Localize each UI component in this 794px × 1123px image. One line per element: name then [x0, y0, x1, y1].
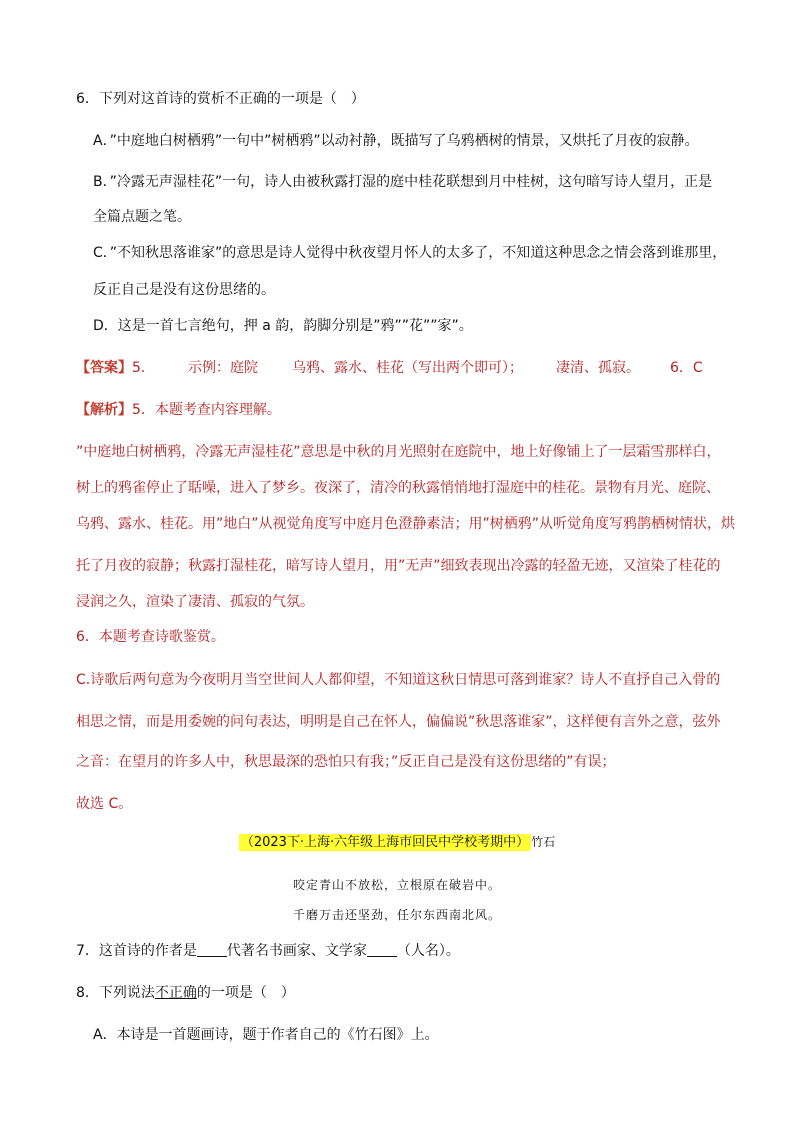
q8-option-a: A．本诗是一首题画诗，题于作者自己的《竹石图》上。: [93, 1027, 439, 1043]
q6-option-b-line2: 全篇点题之笔。: [93, 209, 191, 225]
analysis-p6-line3: 之音：在望月的许多人中，秋思最深的恐怕只有我；”反正自己是没有这份思绪的”有误；: [76, 754, 616, 770]
answer-part3: 凄清、孤寂。: [556, 360, 640, 376]
analysis-head5: 5．本题考查内容理解。: [132, 402, 281, 418]
analysis-label: 【解析】: [76, 402, 132, 418]
source-tag: （2023下·上海·六年级上海市回民中学校考期中）: [240, 835, 530, 850]
analysis-header: [76, 401, 281, 419]
answer-part1: 示例：庭院: [188, 360, 258, 376]
answer-part2: 乌鸦、露水、桂花（写出两个即可）；: [292, 360, 523, 376]
answer-label: 【答案】: [76, 360, 132, 376]
q6-stem: 6．下列对这首诗的赏析不正确的一项是（ ）: [76, 91, 365, 107]
source-line: [0, 832, 794, 853]
poem-line2: 千磨万击还坚劲，任尔东西南北风。: [292, 908, 501, 922]
q7-blank-dynasty[interactable]: [197, 942, 227, 957]
q7-part1: 7．这首诗的作者是: [76, 943, 197, 959]
q7-part2: 代著名书画家、文学家: [226, 943, 367, 959]
answer-num5: 5.: [132, 360, 146, 376]
analysis-head6: 6．本题考查诗歌鉴赏。: [76, 629, 225, 645]
q6-option-a: A．”中庭地白树栖鸦”一句中”树栖鸦”以动衬静，既描写了乌鸦栖树的情景，又烘托了月夜的寂静。: [93, 133, 699, 149]
q8-part2: 的一项是（ ）: [196, 985, 295, 1001]
poem-line1: 咬定青山不放松，立根原在破岩中。: [292, 878, 501, 892]
q6-option-b-line1: B．”冷露无声湿桂花”一句，诗人由被秋露打湿的庭中桂花联想到月中桂树，这句暗写诗人望月，正是: [93, 174, 713, 190]
analysis-p6-line4: 故选 C。: [76, 796, 133, 812]
analysis-p6-line2: 相思之情，而是用委婉的问句表达，明明是自己在怀人，偏偏说”秋思落谁家”，这样便有言外之意，弦外: [76, 714, 721, 730]
q8-stem: [76, 984, 295, 1002]
q6-option-d: D．这是一首七言绝句，押 a 韵，韵脚分别是”鸦””花””家”。: [93, 318, 473, 334]
analysis-p5-line3: 乌鸦、露水、桂花。用”地白”从视觉角度写中庭月色澄静素洁；用”树栖鸦”从听觉角度写鸦鹊栖树情状，烘: [76, 516, 736, 532]
q7-part3: （人名）。: [396, 943, 460, 959]
q8-part1: 8．下列说法: [76, 985, 155, 1001]
analysis-p5-line2: 树上的鸦雀停止了聒噪，进入了梦乡。夜深了，清冷的秋露悄悄地打湿庭中的桂花。景物有月光、庭院、: [76, 480, 720, 496]
poem-title: 竹石: [531, 835, 556, 849]
analysis-p5-line5: 浸润之久，渲染了凄清、孤寂的气氛。: [76, 594, 314, 610]
analysis-p5-line4: 托了月夜的寂静；秋露打湿桂花，暗写诗人望月，用”无声”细致表现出冷露的轻盈无迹，又渲染了桂花的: [76, 558, 721, 574]
answer-row: [76, 359, 145, 377]
analysis-p6-line1: C.诗歌后两句意为今夜明月当空世间人人都仰望，不知道这秋日情思可落到谁家？诗人不直抒自己入骨的: [76, 672, 721, 688]
q6-option-c-line1: C．”不知秋思落谁家”的意思是诗人觉得中秋夜望月怀人的太多了，不知道这种思念之情会落到谁那里，: [93, 245, 727, 261]
analysis-p5-line1: ”中庭地白树栖鸦，冷露无声湿桂花”意思是中秋的月光照射在庭院中，地上好像铺上了一层霜雪那样白，: [76, 444, 721, 460]
q7-blank-name[interactable]: [367, 942, 397, 957]
q7-stem: [76, 942, 460, 960]
q6-option-c-line2: 反正自己是没有这份思绪的。: [93, 282, 275, 298]
q8-underlined: 不正确: [154, 985, 197, 1001]
answer-q6: 6．C: [670, 360, 703, 376]
